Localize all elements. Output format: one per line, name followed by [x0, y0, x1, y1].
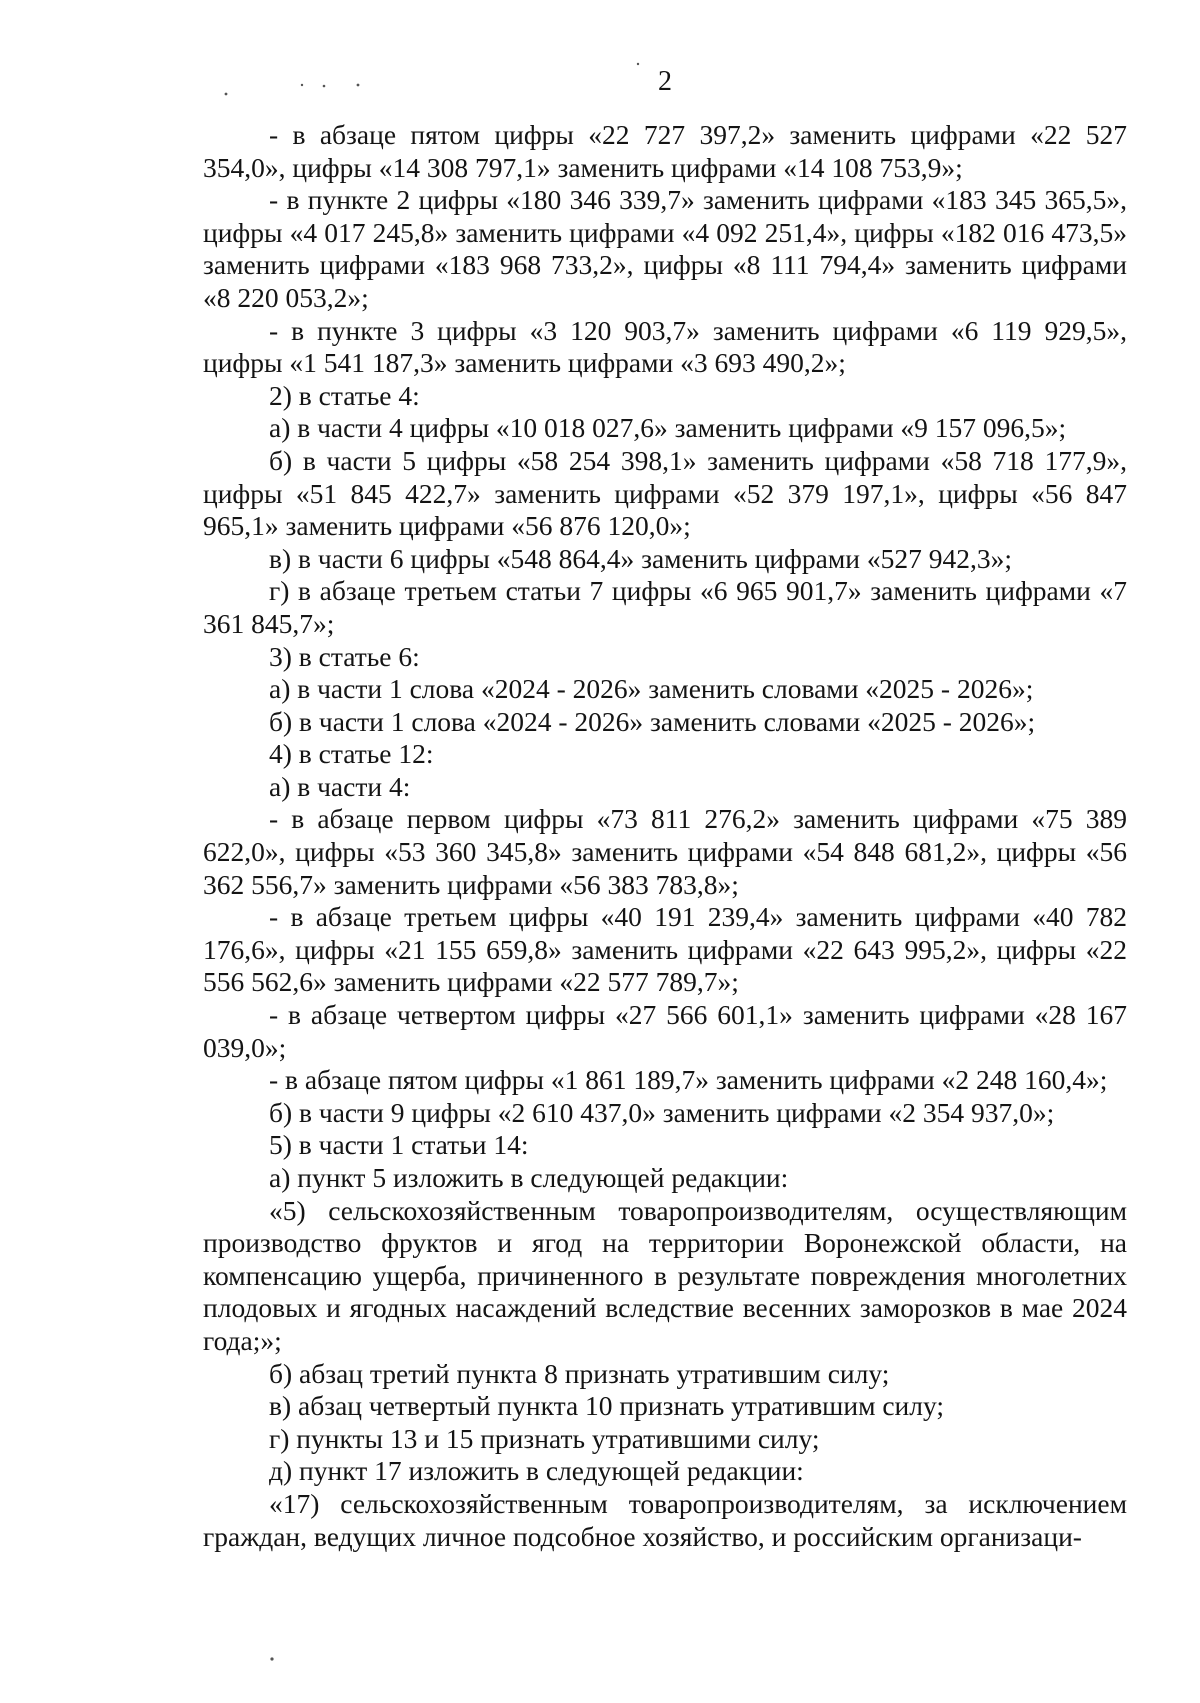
- paragraph: а) в части 1 слова «2024 - 2026» заменить словами «2025 - 2026»;: [269, 673, 1034, 705]
- paragraph: 5) в части 1 статьи 14:: [269, 1129, 529, 1161]
- paragraph: - в абзаце третьем цифры «40 191 239,4» заменить цифрами «40 782 176,6», цифры «21 155 659,8» заменить цифрами «22 643 995,2», цифры «22 556 562,6» заменить цифрами «22 577 789,7»;: [203, 901, 1127, 998]
- document-body: [203, 119, 1127, 1553]
- paragraph: в) в части 6 цифры «548 864,4» заменить цифрами «527 942,3»;: [269, 542, 1012, 574]
- paragraph: а) в части 4 цифры «10 018 027,6» заменить цифрами «9 157 096,5»;: [269, 412, 1067, 444]
- paragraph: 3) в статье 6:: [269, 640, 420, 672]
- paragraph: б) в части 5 цифры «58 254 398,1» заменить цифрами «58 718 177,9», цифры «51 845 422,7» заменить цифрами «52 379 197,1», цифры «56 847 965,1» заменить цифрами «56 876 120,0»;: [203, 444, 1127, 542]
- paragraph: 4) в статье 12:: [269, 738, 434, 770]
- paragraph: - в абзаце пятом цифры «22 727 397,2» заменить цифрами «22 527 354,0», цифры «14 308 797,1» заменить цифрами «14 108 753,9»;: [203, 119, 1127, 183]
- paragraph: «5) сельскохозяйственным товаропроизводителям, осуществляющим производство фруктов и ягод на территории Воронежской области, на компенсацию ущерба, причиненного в результате повреждения многолетних плодовых и ягодных насаждений вследствие весенних заморозков в мае 2024 года;»;: [203, 1194, 1127, 1356]
- paragraph: 2) в статье 4:: [269, 379, 420, 411]
- paragraph: г) в абзаце третьем статьи 7 цифры «6 965 901,7» заменить цифрами «7 361 845,7»;: [203, 575, 1127, 639]
- page-number: 2: [658, 66, 672, 97]
- paragraph: - в абзаце первом цифры «73 811 276,2» заменить цифрами «75 389 622,0», цифры «53 360 345,8» заменить цифрами «54 848 681,2», цифры «56 362 556,7» заменить цифрами «56 383 783,8»;: [203, 803, 1127, 900]
- paragraph: в) абзац четвертый пункта 10 признать утратившим силу;: [269, 1390, 945, 1422]
- paragraph: - в пункте 3 цифры «3 120 903,7» заменить цифрами «6 119 929,5», цифры «1 541 187,3» заменить цифрами «3 693 490,2»;: [203, 314, 1127, 379]
- paragraph: - в пункте 2 цифры «180 346 339,7» заменить цифрами «183 345 365,5», цифры «4 017 245,8» заменить цифрами «4 092 251,4», цифры «182 016 473,5» заменить цифрами «183 968 733,2», цифры «8 111 794,4» заменить цифрами «8 220 053,2»;: [203, 184, 1127, 313]
- paragraph: б) абзац третий пункта 8 признать утратившим силу;: [269, 1357, 890, 1389]
- paragraph: д) пункт 17 изложить в следующей редакции:: [269, 1455, 804, 1487]
- paragraph: а) в части 4:: [269, 770, 411, 802]
- paragraph: б) в части 1 слова «2024 - 2026» заменить словами «2025 - 2026»;: [269, 705, 1036, 737]
- paragraph: - в абзаце четвертом цифры «27 566 601,1» заменить цифрами «28 167 039,0»;: [203, 999, 1127, 1063]
- paragraph: а) пункт 5 изложить в следующей редакции:: [269, 1162, 789, 1193]
- paragraph: - в абзаце пятом цифры «1 861 189,7» заменить цифрами «2 248 160,4»;: [269, 1064, 1108, 1096]
- paragraph: «17) сельскохозяйственным товаропроизводителям, за исключением граждан, ведущих личное подсобное хозяйство, и российским организаци-: [203, 1487, 1127, 1552]
- paragraph: г) пункты 13 и 15 признать утратившими силу;: [269, 1422, 820, 1454]
- paragraph: б) в части 9 цифры «2 610 437,0» заменить цифрами «2 354 937,0»;: [269, 1096, 1055, 1128]
